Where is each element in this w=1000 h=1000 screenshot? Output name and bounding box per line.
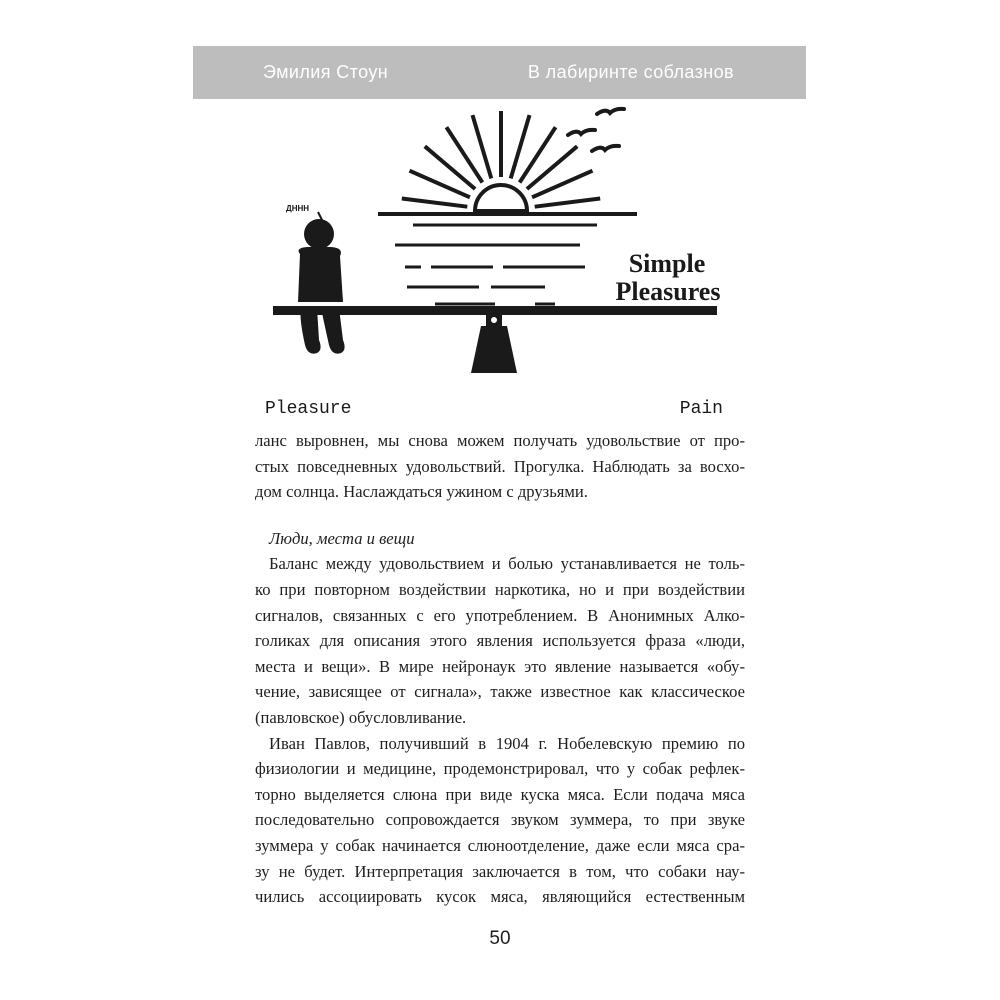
sun-ray (402, 199, 468, 207)
seesaw-illustration (255, 100, 745, 430)
text-line: зуммера у собак начинается слюноотделение, даже если мяса сра- (255, 835, 745, 855)
text-line: чение, зависящее от сигнала», также известное как классическое (255, 682, 745, 702)
text-line: чились ассоциировать кусок мяса, являющийся естественным (255, 887, 745, 907)
body-text (255, 428, 745, 910)
water-lines-icon (395, 225, 597, 304)
speech-tick (318, 212, 322, 220)
text-line: голиках для описания этого явления используется фраза «люди, (255, 631, 745, 651)
fulcrum-icon (471, 314, 517, 373)
text-line: последовательно сопровождается звуком зуммера, то при звуке (255, 810, 745, 830)
sun-icon (475, 185, 527, 211)
text-line: ланс выровнен, мы снова можем получать удовольствие от про- (255, 431, 745, 450)
birds-icon (568, 109, 624, 151)
header-author: Эмилия Стоун (263, 62, 389, 82)
text-line: сигналов, связанных с его употреблением. В Анонимных Алко- (255, 605, 745, 625)
text-line: Иван Павлов, получивший в 1904 г. Нобелевскую премию по (269, 733, 745, 753)
text-line: Баланс между удовольствием и болью устанавливается не толь- (269, 554, 745, 574)
text-line: ко при повторном воздействии наркотика, но и при воздействии (255, 579, 745, 599)
seesaw-plank (273, 306, 717, 315)
speech-label: ДННН (286, 204, 310, 213)
caption-simple: Simple (628, 249, 706, 278)
paragraph-2 (255, 731, 745, 910)
caption-pleasures: Pleasures (615, 277, 721, 306)
page-number: 50 (489, 928, 511, 949)
text-line: торно выделяется слюна при виде куска мяса. Если подача мяса (255, 784, 745, 804)
text-line: физиологии и медицине, продемонстрировал, что у собак рефлек- (255, 759, 745, 779)
running-header (193, 46, 806, 99)
sun-ray (535, 199, 601, 207)
text-line: зу не будет. Интерпретация заключается в том, что собаки нау- (255, 861, 745, 881)
label-pain: Pain (679, 399, 723, 419)
person-icon (298, 219, 345, 354)
text-line: дом солнца. Наслаждаться ужином с друзьями. (255, 482, 588, 502)
seesaw-figure (255, 100, 745, 430)
header-book-title: В лабиринте соблазнов (527, 62, 734, 82)
continuation-paragraph (255, 428, 745, 505)
label-pleasure: Pleasure (265, 399, 352, 419)
text-line: места и вещи». В мире нейронаук это явление называется «обу- (255, 656, 745, 676)
text-line: стых повседневных удовольствий. Прогулка. Наблюдать за восхо- (255, 456, 745, 476)
section-subheading: Люди, места и вещи (269, 528, 415, 548)
paragraph-1 (255, 551, 745, 730)
text-line: (павловское) обусловливание. (255, 707, 467, 727)
